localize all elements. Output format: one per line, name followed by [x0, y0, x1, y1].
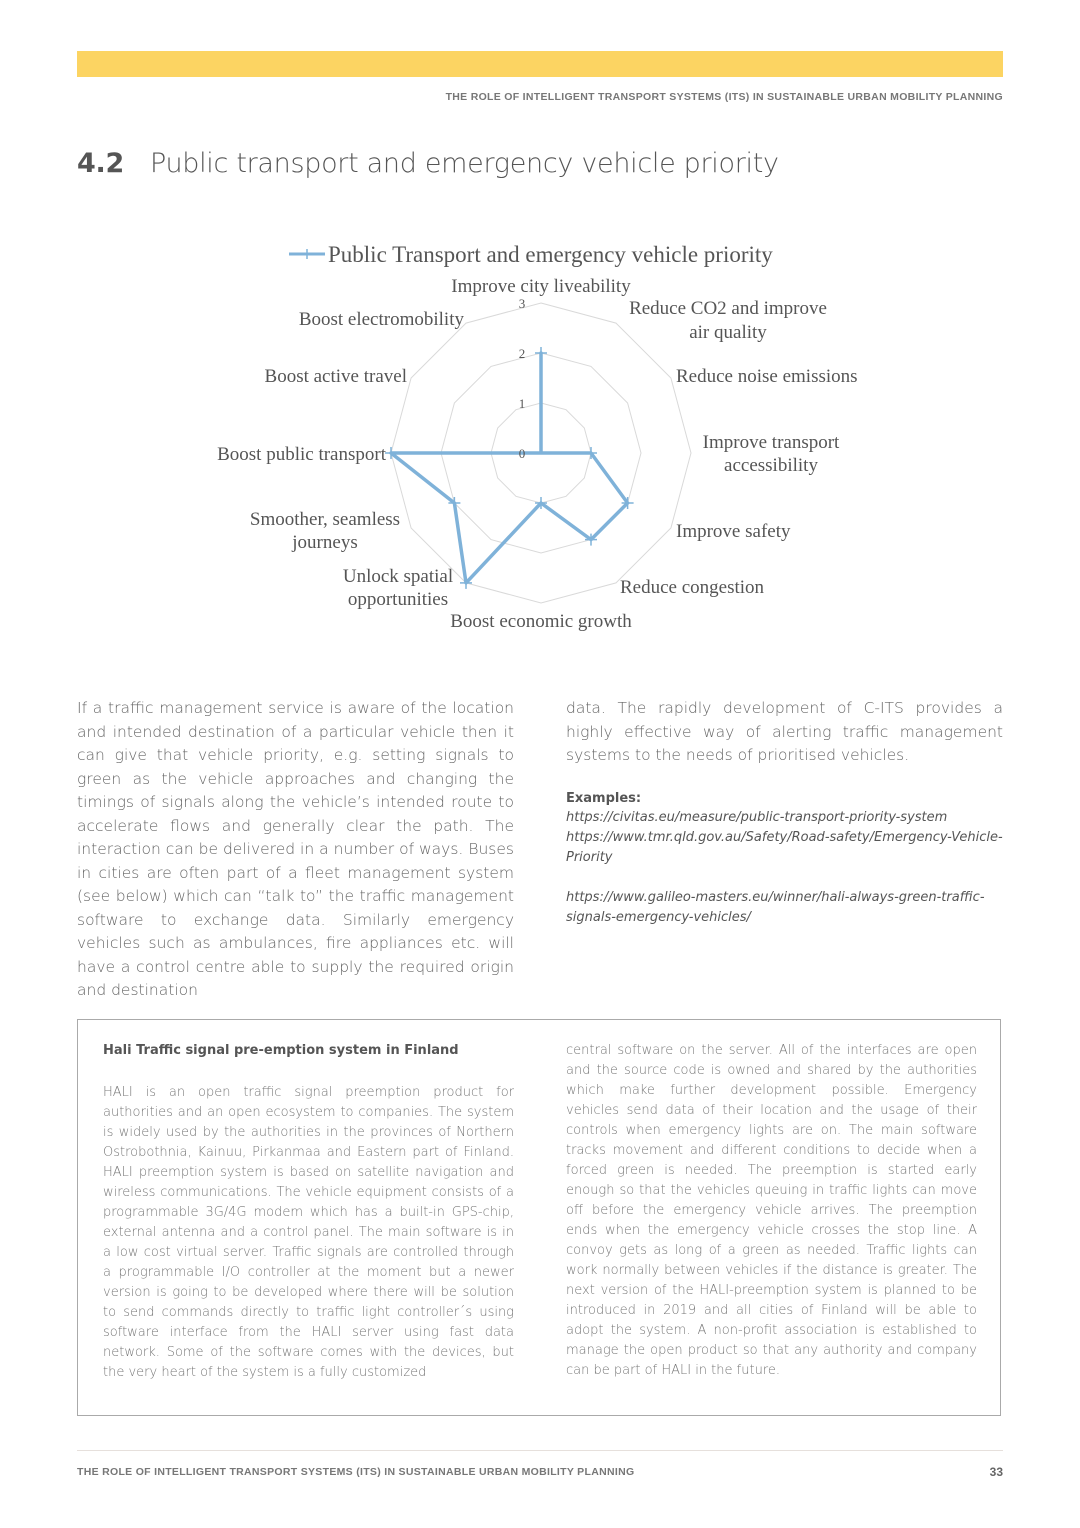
- category-label: Reduce congestion: [620, 577, 765, 598]
- case-study-text: central software on the server. All of the interfaces are open and the source code is owned and shared by the authorities which make further development possible. Emergency vehicles send data of their location and the usage of their controls when emergency lights are on. The main software tracks movement and different conditions to decide when a forced green is needed. The preemption is started early enough so that the vehicles queuing in traffic lights can move off before the emergency vehicle arrives. The preemption ends when the emergency vehicle crosses the stop line. A convoy gets as long of a green as needed. Traffic lights can work normally between vehicles if the distance is greater. The next version of the HALI-preemption system is planned to be introduced in 2019 and all cities of Finland will be able to adopt the system. A non-profit association is established to manage the open product so that any authority and company can be part of HALI in the future.: [566, 1043, 977, 1378]
- tick-labels: [519, 296, 526, 461]
- category-label: Reduce noise emissions: [676, 366, 858, 387]
- category-label: Boost active travel: [264, 366, 407, 387]
- category-label: Improve city liveability: [451, 276, 631, 297]
- body-paragraph: data. The rapidly development of C-ITS provides a highly effective way of alerting traffic management systems to the needs of prioritised vehicles.: [566, 699, 1003, 764]
- category-label: opportunities: [347, 589, 449, 610]
- category-label: Boost economic growth: [450, 611, 632, 632]
- category-label: Boost electromobility: [298, 309, 464, 330]
- example-link-tmr[interactable]: https://www.tmr.qld.gov.au/Safety/Road-safety/Emergency-Vehicle-Priority: [566, 829, 1003, 865]
- radar-chart: [0, 225, 1080, 645]
- legend-label: Public Transport and emergency vehicle priority: [328, 242, 773, 267]
- category-label: Boost public transport: [217, 444, 386, 465]
- tick-label: 0: [518, 446, 526, 461]
- section-number: 4.2: [77, 148, 124, 179]
- running-header: THE ROLE OF INTELLIGENT TRANSPORT SYSTEMS (ITS) IN SUSTAINABLE URBAN MOBILITY PLANNING: [445, 91, 1003, 103]
- case-study-text: HALI is an open traffic signal preemption product for authorities and an open ecosystem to companies. The system is widely used by the authorities in the provinces of Northern Ostrobothnia, Kainuu, Pirkanmaa and Eastern part of Finland. HALI preemption system is based on satellite navigation and wireless communications. The vehicle equipment consists of a programmable 3G/4G modem which has a built-in GPS-chip, external antenna and a control panel. The main software is in a low cost virtual server. Traffic signals are controlled through a programmable I/O controller at the moment but a newer version is going to be developed where there will be solution to send commands directly to traffic light controller´s using software interface from the HALI server using fast data network. Some of the software comes with the devices, but the very heart of the system is a fully customized: [103, 1085, 514, 1380]
- category-label: accessibility: [724, 455, 818, 476]
- series-line: [391, 353, 628, 583]
- radar-series: [385, 347, 634, 589]
- page-number: 33: [989, 1465, 1003, 1479]
- chart-legend: [289, 242, 773, 267]
- radar-chart-svg: [0, 225, 1080, 645]
- category-label: Improve safety: [676, 521, 791, 542]
- footer-divider: [77, 1450, 1003, 1451]
- category-label: Smoother, seamless: [249, 509, 401, 530]
- body-column-left: [77, 697, 514, 1003]
- case-study-title: Hali Traffic signal pre-emption system in Finland: [103, 1043, 459, 1058]
- case-study-column-right: [566, 1041, 977, 1381]
- tick-label: 2: [518, 346, 526, 361]
- body-paragraph: If a traffic management service is aware of the location and intended destination of a particular vehicle then it can give that vehicle priority, e.g. setting signals to green as the vehicle approaches and changing the timings of signals along the vehicle’s intended route to accelerate flows and generally clear the path. The interaction can be delivered in a number of ways. Buses in cities are often part of a fleet management system (see below) which can “talk to” the traffic management software to exchange data. Similarly emergency vehicles such as ambulances, fire appliances etc. will have a control centre able to supply the required origin and destination: [77, 699, 514, 999]
- examples-heading: Examples:: [566, 790, 642, 806]
- tick-label: 1: [518, 396, 526, 411]
- category-label: journeys: [292, 532, 358, 553]
- tick-label: 3: [518, 296, 526, 311]
- category-label: Improve transport: [702, 432, 840, 453]
- section-title-text: Public transport and emergency vehicle priority: [149, 148, 779, 179]
- body-column-right: [566, 697, 1003, 928]
- category-label: air quality: [689, 322, 767, 343]
- category-label: Reduce CO2 and improve: [629, 298, 827, 319]
- example-link-galileo[interactable]: https://www.galileo-masters.eu/winner/hali-always-green-traffic-signals-emergency-vehicles/: [566, 889, 985, 925]
- running-footer: THE ROLE OF INTELLIGENT TRANSPORT SYSTEMS (ITS) IN SUSTAINABLE URBAN MOBILITY PLANNING: [77, 1466, 635, 1478]
- page-title: [77, 148, 779, 179]
- header-accent-bar: [77, 51, 1003, 77]
- category-label: Unlock spatial: [342, 566, 454, 587]
- case-study-column-left: [103, 1041, 514, 1383]
- example-link-civitas[interactable]: https://civitas.eu/measure/public-transport-priority-system: [566, 809, 948, 825]
